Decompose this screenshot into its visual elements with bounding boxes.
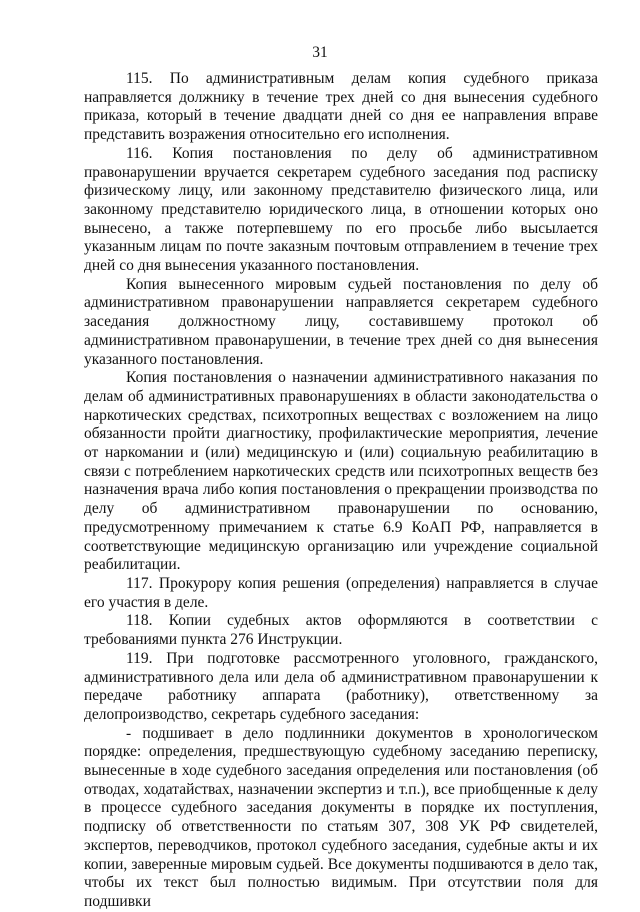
paragraph-118: 118. Копии судебных актов оформляются в соответствии с требованиями пункта 276 Инструкции. [84,612,598,649]
paragraph-116: 116. Копия постановления по делу об административном правонарушении вручается секретарем судебного заседания под расписку физическому лицу, или законному представителю физического лица, или законному представителю юридического лица, в отношении которых оно вынесено, а также потерпевшему по его просьбе либо высылается указанным лицам по почте заказным почтовым отправлением в течение трех дней со дня вынесения указанного постановления. [84,144,598,275]
paragraph-117: 117. Прокурору копия решения (определения) направляется в случае его участия в деле. [84,574,598,611]
paragraph-119-list-item: - подшивает в дело подлинники документов в хронологическом порядке: определения, предшествующую судебному заседанию переписку, вынесенные в ходе судебного заседания определения или постановления (об отводах, ходатайствах, назначении экспертиз и т.п.), все приобщенные к делу в процессе судебного заседания документы в порядке их поступления, подписку об ответственности по статьям 307, 308 УК РФ свидетелей, экспертов, переводчиков, протокол судебного заседания, судебные акты и их копии, заверенные мировым судьей. Все документы подшиваются в дело так, чтобы их текст был полностью видимым. При отсутствии поля для подшивки [84,724,598,910]
paragraph-116-copy-drug-cases: Копия постановления о назначении административного наказания по делам об административных правонарушениях в области законодательства о наркотических средствах, психотропных веществах с возложением на лицо обязанности пройти диагностику, профилактические мероприятия, лечение от наркомании и (или) медицинскую и (или) социальную реабилитацию в связи с потреблением наркотических средств или психотропных веществ без назначения врача либо копия постановления о прекращении производства по делу об административном правонарушении по основанию, предусмотренному примечанием к статье 6.9 КоАП РФ, направляется в соответствующие медицинскую организацию или учреждение социальной реабилитации. [84,369,598,574]
paragraph-116-copy-to-official: Копия вынесенного мировым судьей постановления по делу об административном правонарушении направляется секретарем судебного заседания должностному лицу, составившему протокол об административном правонарушении, в течение трех дней со дня вынесения указанного постановления. [84,275,598,368]
page-number: 31 [312,44,328,61]
document-body [84,70,598,912]
paragraph-115: 115. По административным делам копия судебного приказа направляется должнику в течение трех дней со дня вынесения судебного приказа, который в течение двадцати дней со дня ее направления вправе представить возражения относительно его исполнения. [84,70,598,144]
paragraph-119: 119. При подготовке рассмотренного уголовного, гражданского, административного дела или дела об административном правонарушении к передаче работнику аппарата (работнику), ответственному за делопроизводство, секретарь судебного заседания: [84,649,598,723]
